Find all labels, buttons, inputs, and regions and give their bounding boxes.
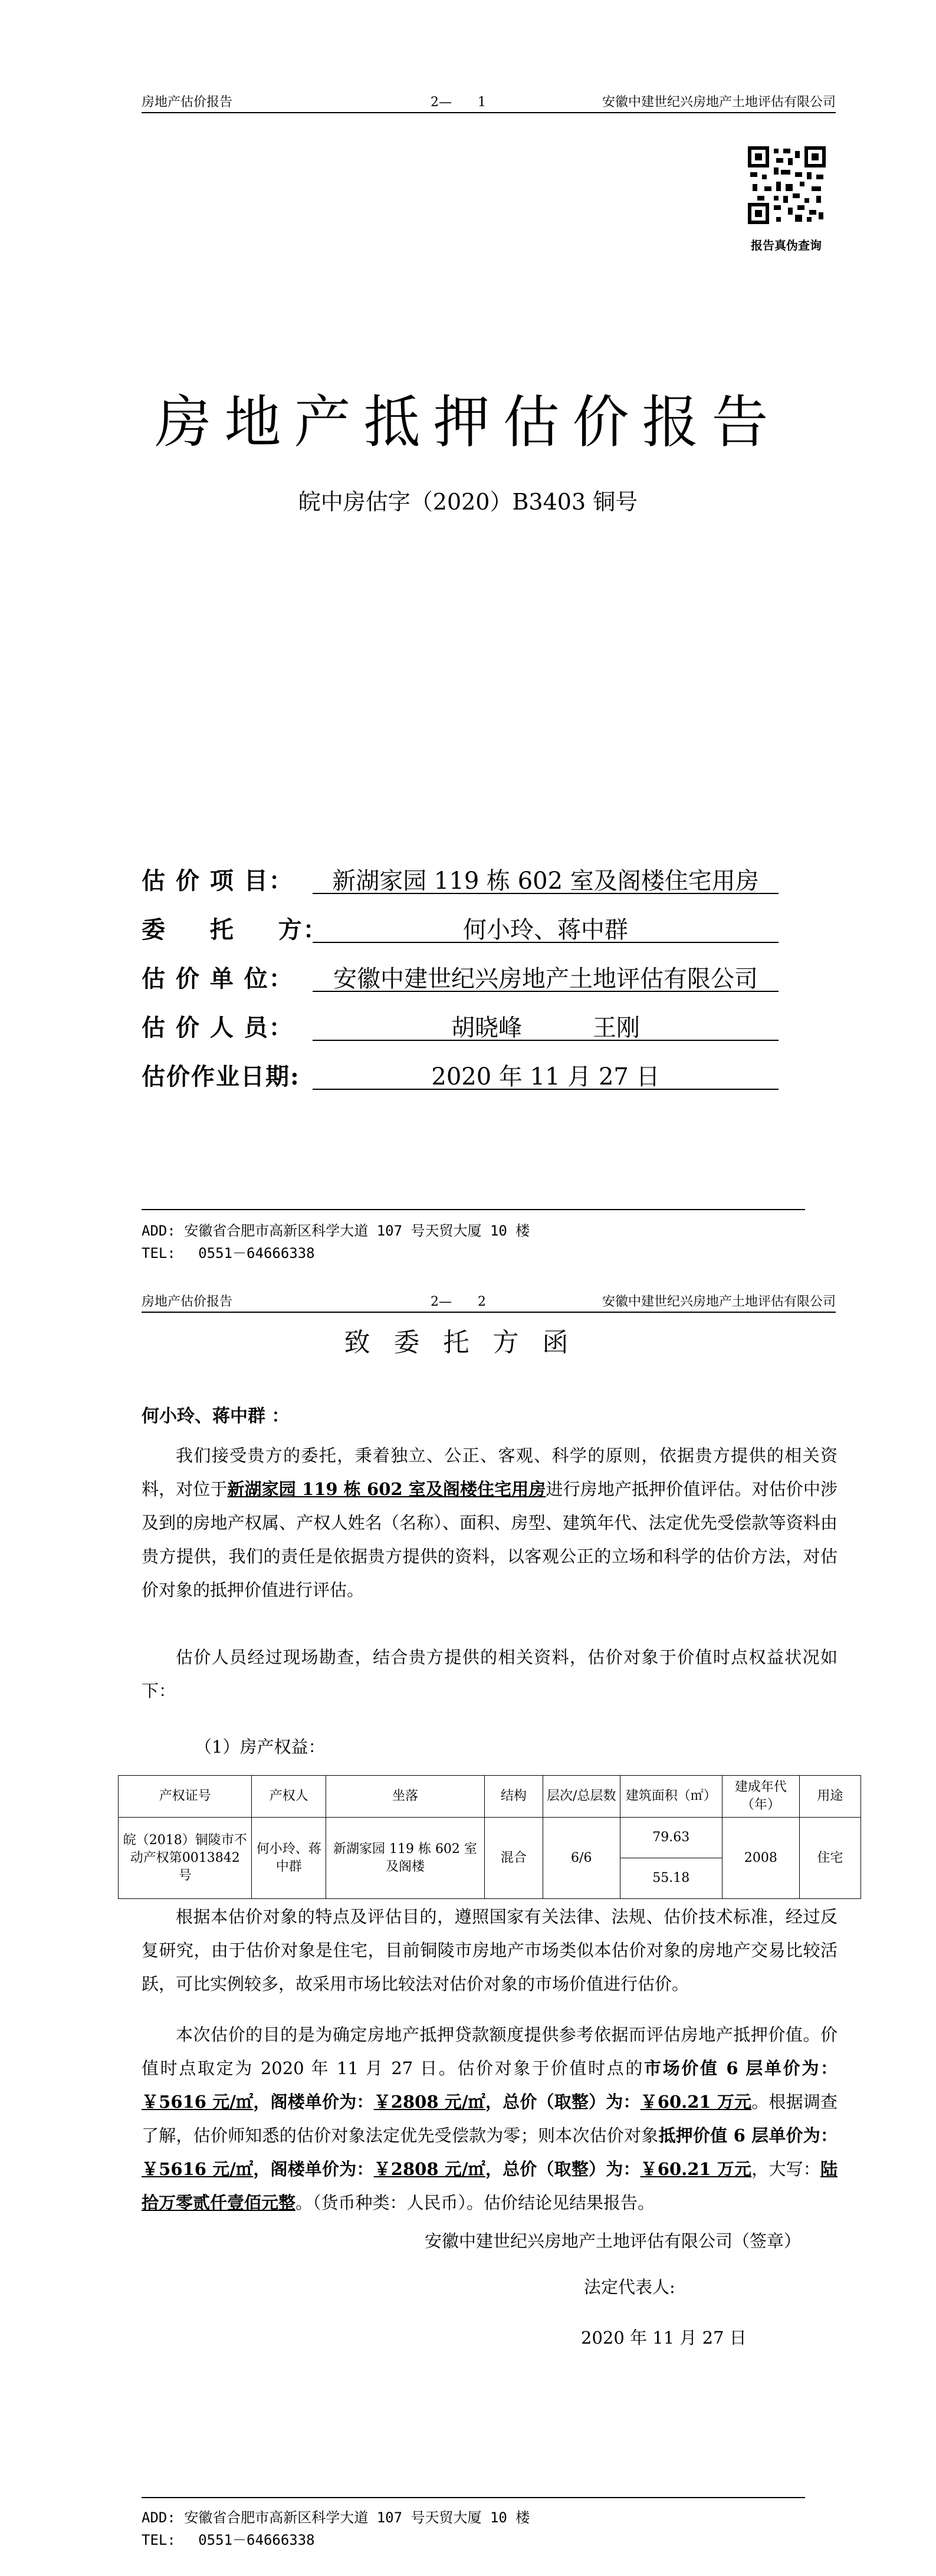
header-page-number: 2— 2 bbox=[431, 1294, 486, 1309]
owner: 何小玲、蒋中群 bbox=[252, 1818, 326, 1899]
market-total: ￥60.21 万元 bbox=[640, 2092, 752, 2112]
info-label: 委 托 方： bbox=[142, 916, 328, 944]
info-value: 新湖家园 119 栋 602 室及阁楼住宅用房 bbox=[313, 862, 779, 894]
report-title: 房地产抵押估价报告 bbox=[155, 389, 781, 455]
amount-in-words: 陆拾万零贰仟壹佰元整 bbox=[142, 2159, 838, 2213]
info-value: 何小玲、蒋中群 bbox=[313, 911, 779, 943]
market-attic-price: ￥2808 元/㎡ bbox=[373, 2092, 485, 2112]
p4-text: 。根据调查了解，估价师知悉的估价对象法定优先受偿款为零；则本次估价对象 bbox=[142, 2092, 838, 2145]
area-attic: 55.18 bbox=[620, 1858, 722, 1899]
salutation: 何小玲、蒋中群 ： bbox=[142, 1406, 290, 1427]
p4-bold: ，总价（取整）为： bbox=[485, 2159, 641, 2179]
info-value: 安徽中建世纪兴房地产土地评估有限公司 bbox=[313, 960, 779, 992]
letter-page bbox=[0, 1288, 936, 2576]
p4-bold: 抵押价值 6 层单价为： bbox=[658, 2125, 838, 2145]
header-page-number: 2— 1 bbox=[431, 95, 486, 110]
info-label: 估 价 项 目： bbox=[142, 867, 294, 895]
table-header: 用途 bbox=[799, 1776, 861, 1818]
p1-text: 我们接受贵方的委托，秉着独立、公正、客观、科学的原则，依据贵方提供的相关资料，对位于 bbox=[142, 1445, 838, 1499]
table-header: 产权人 bbox=[252, 1776, 326, 1818]
p4-text: 本次估价的目的是为确定房地产抵押贷款额度提供参考依据而评估房地产抵押价值。价值时点取定为 2020 年 11 月 27 日。估价对象于价值时点的 bbox=[142, 2025, 838, 2078]
table-header: 建成年代（年） bbox=[722, 1776, 799, 1818]
letter-date: 2020 年 11 月 27 日 bbox=[581, 2328, 747, 2348]
page-header bbox=[142, 88, 836, 113]
footer-phone: TEL: 0551－64666338 bbox=[142, 2532, 315, 2548]
p1-text-cont: 进行房地产抵押价值评估。对估价中涉及到的房地产权属、产权人姓名（名称）、面积、房型、建筑年代、法定优先受偿款等资料由贵方提供，我们的责任是依据贵方提供的资料，以客观公正的立场和科学的估价方法，对估价对象的抵押价值进行评估。 bbox=[142, 1479, 838, 1600]
header-company: 安徽中建世纪兴房地产土地评估有限公司 bbox=[602, 1294, 836, 1309]
use: 住宅 bbox=[799, 1818, 861, 1899]
footer-address: ADD: 安徽省合肥市高新区科学大道 107 号天贸大厦 10 楼 bbox=[142, 2509, 530, 2526]
p4-text: 。（货币种类：人民币）。估价结论见结果报告。 bbox=[295, 2193, 655, 2213]
page-footer bbox=[142, 1220, 530, 1264]
header-left: 房地产估价报告 bbox=[142, 95, 233, 110]
footer-phone: TEL: 0551－64666338 bbox=[142, 1245, 315, 1261]
p4-text: ，大写： bbox=[751, 2159, 820, 2179]
letter-title: 致委托方函 bbox=[344, 1328, 592, 1358]
table-header: 结构 bbox=[484, 1776, 543, 1818]
info-label: 估 价 单 位： bbox=[142, 965, 294, 993]
page-header bbox=[142, 1288, 836, 1313]
p4-bold: ，阁楼单价为： bbox=[253, 2092, 374, 2112]
build-year: 2008 bbox=[722, 1818, 799, 1899]
floor: 6/6 bbox=[543, 1818, 620, 1899]
info-label: 估价作业日期: bbox=[142, 1063, 300, 1090]
cert-number: 皖（2018）铜陵市不动产权第0013842 号 bbox=[119, 1818, 252, 1899]
legal-representative: 法定代表人: bbox=[584, 2277, 675, 2297]
qr-caption: 报告真伪查询 bbox=[751, 238, 822, 252]
info-label: 估 价 人 员： bbox=[142, 1014, 294, 1041]
info-value: 2020 年 11 月 27 日 bbox=[313, 1058, 779, 1090]
mortgage-total: ￥60.21 万元 bbox=[640, 2159, 752, 2179]
rights-subheading: （1）房产权益： bbox=[195, 1737, 326, 1757]
p4-bold: ，总价（取整）为： bbox=[485, 2092, 641, 2112]
mortgage-attic-price: ￥2808 元/㎡ bbox=[373, 2159, 485, 2179]
market-unit-price: ￥5616 元/㎡ bbox=[142, 2092, 254, 2112]
qr-code-icon[interactable] bbox=[748, 146, 826, 224]
table-header: 层次/总层数 bbox=[543, 1776, 620, 1818]
footer-address: ADD: 安徽省合肥市高新区科学大道 107 号天贸大厦 10 楼 bbox=[142, 1223, 530, 1239]
footer-divider bbox=[142, 1209, 805, 1210]
table-header: 建筑面积（㎡） bbox=[620, 1776, 722, 1818]
header-left: 房地产估价报告 bbox=[142, 1294, 233, 1309]
p4-bold: 市场价值 6 层单价为： bbox=[644, 2058, 838, 2078]
company-seal-line: 安徽中建世纪兴房地产土地评估有限公司（签章） bbox=[425, 2231, 802, 2251]
paragraph-method: 根据本估价对象的特点及评估目的，遵照国家有关法律、法规、估价技术标准，经过反复研究，由于估价对象是住宅，目前铜陵市房地产市场类似本估价对象的房地产交易比较活跃，可比实例较多，故采用市场比较法对估价对象的市场价值进行估价。 bbox=[142, 1907, 838, 1994]
paragraph-survey: 估价人员经过现场勘查，结合贵方提供的相关资料，估价对象于价值时点权益状况如下： bbox=[142, 1647, 838, 1701]
p4-bold: ，阁楼单价为： bbox=[253, 2159, 374, 2179]
mortgage-unit-price: ￥5616 元/㎡ bbox=[142, 2159, 254, 2179]
report-number: 皖中房估字（2020）B3403 铜号 bbox=[298, 489, 638, 515]
structure: 混合 bbox=[484, 1818, 543, 1899]
property-location: 新湖家园 119 栋 602 室及阁楼住宅用房 bbox=[227, 1479, 546, 1499]
location: 新湖家园 119 栋 602 室及阁楼 bbox=[326, 1818, 484, 1899]
info-value: 胡晓峰 王刚 bbox=[313, 1009, 779, 1041]
area-main: 79.63 bbox=[620, 1818, 722, 1858]
header-company: 安徽中建世纪兴房地产土地评估有限公司 bbox=[602, 95, 836, 110]
table-header: 坐落 bbox=[326, 1776, 484, 1818]
table-header: 产权证号 bbox=[119, 1776, 252, 1818]
